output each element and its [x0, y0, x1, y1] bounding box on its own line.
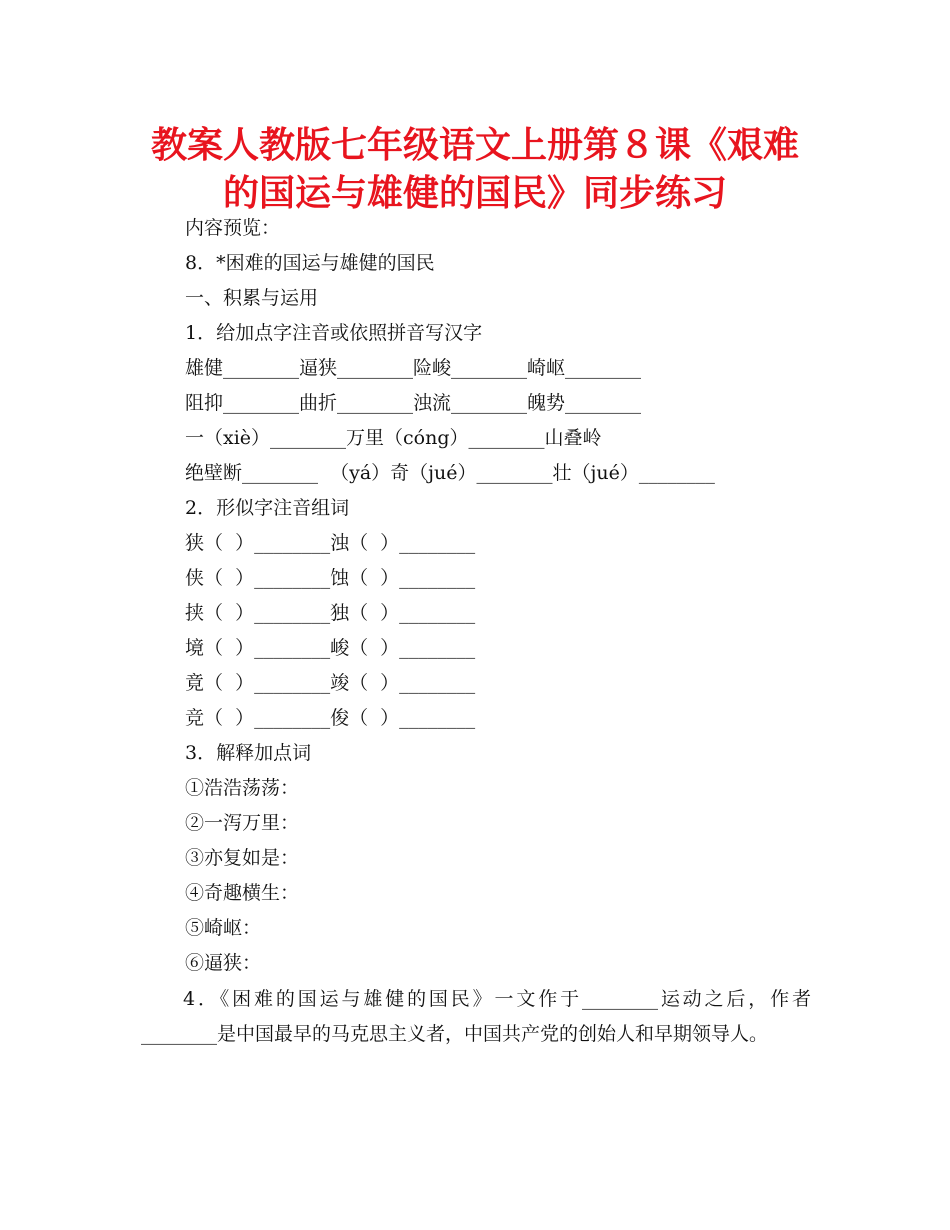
question-3-item-4: ④奇趣横生： — [185, 882, 300, 904]
question-1-row-2: 阻抑________曲折________浊流________魄势________ — [185, 392, 642, 414]
document-title-line-1: 教案人教版七年级语文上册第８课《艰难 — [150, 125, 799, 166]
question-4-text: 4．《困难的国运与雄健的国民》一文作于________运动之后，作者________是中国最早的马克思主义者，中国共产党的创始人和早期领导人。 — [141, 988, 811, 1045]
question-2-row-1: 狭（ ）________浊（ ）________ — [185, 532, 476, 554]
question-1-row-4: 绝壁断________ （yá）奇（jué）________壮（jué）________ — [185, 462, 715, 484]
question-2-row-5: 竟（ ）________竣（ ）________ — [185, 672, 476, 694]
question-3-item-6: ⑥逼狭： — [185, 952, 262, 974]
question-3-item-1: ①浩浩荡荡： — [185, 777, 300, 799]
lesson-heading: 8．*困难的国运与雄健的国民 — [185, 252, 435, 274]
question-2-row-2: 侠（ ）________蚀（ ）________ — [185, 567, 476, 589]
question-2-heading: 2．形似字注音组词 — [185, 497, 350, 519]
question-1-row-1: 雄健________逼狭________险峻________崎岖________ — [185, 357, 642, 379]
question-3-item-5: ⑤崎岖： — [185, 917, 262, 939]
question-1-row-3: 一（xiè）________万里（cóng）________山叠岭 — [185, 427, 602, 449]
question-3-item-3: ③亦复如是： — [185, 847, 300, 869]
question-3-heading: 3．解释加点词 — [185, 742, 312, 764]
question-4-paragraph — [141, 982, 811, 1052]
question-2-row-4: 境（ ）________峻（ ）________ — [185, 637, 476, 659]
section-heading: 一、积累与运用 — [185, 287, 319, 309]
question-2-row-3: 挟（ ）________独（ ）________ — [185, 602, 476, 624]
preview-label: 内容预览： — [185, 217, 281, 239]
question-3-item-2: ②一泻万里： — [185, 812, 300, 834]
question-2-row-6: 竞（ ）________俊（ ）________ — [185, 707, 476, 729]
question-1-heading: 1．给加点字注音或依照拼音写汉字 — [185, 322, 483, 344]
document-title-line-2: 的国运与雄健的国民》同步练习 — [222, 173, 727, 214]
